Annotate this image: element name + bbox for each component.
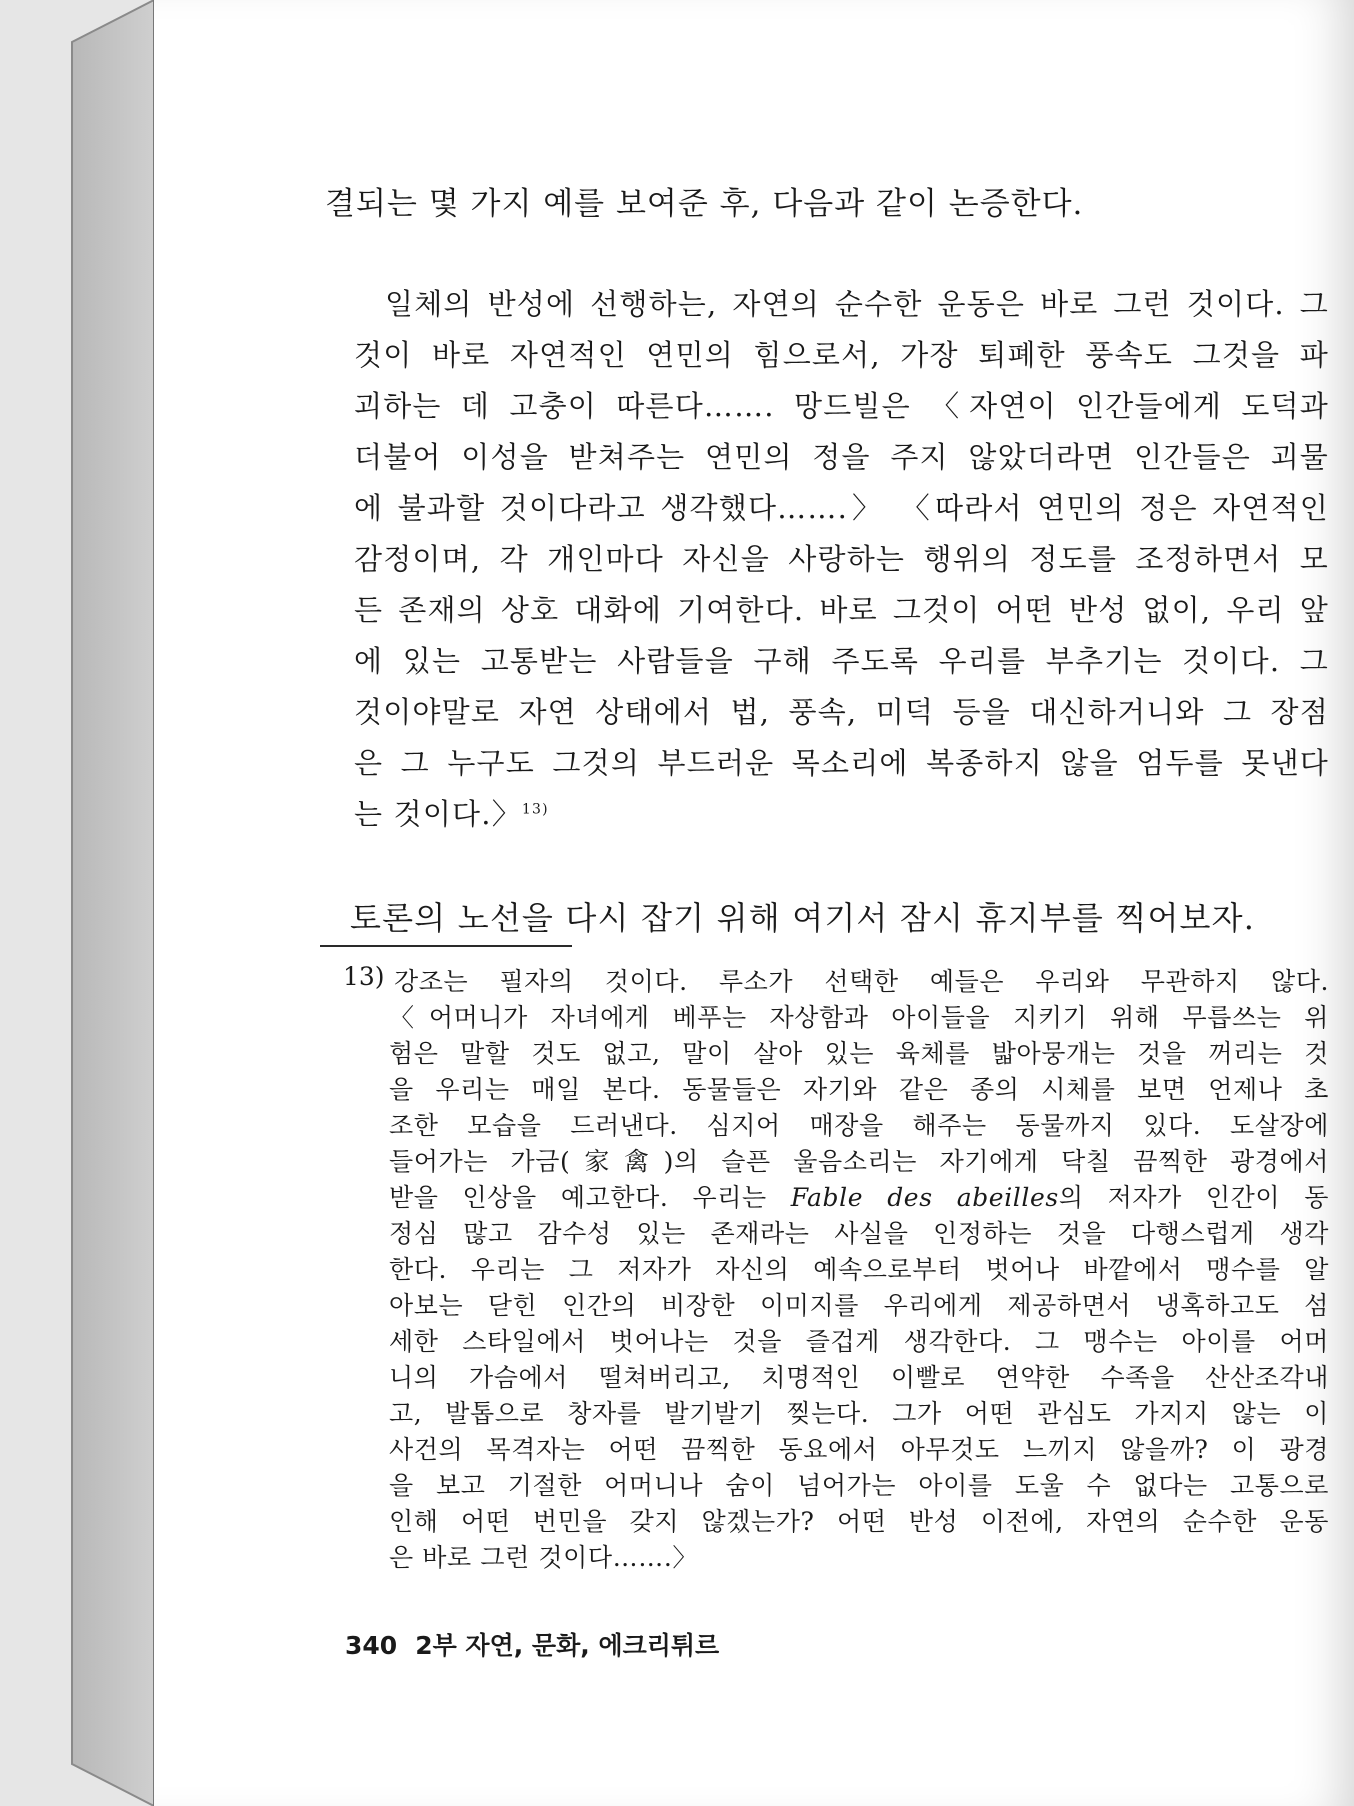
footnote-line: 을 보고 기절한 어머니나 숨이 넘어가는 아이를 도울 수 없다는 고통으로 xyxy=(389,1471,1329,1500)
quote-line: 에 있는 고통받는 사람들을 구해 주도록 우리를 부추기는 것이다. 그 xyxy=(354,644,1329,678)
footnote-line: 험은 말할 것도 없고, 말이 살아 있는 육체를 밟아뭉개는 것을 꺼리는 것 xyxy=(389,1039,1329,1068)
quote-line: 감정이며, 각 개인마다 자신을 사랑하는 행위의 정도를 조정하면서 모 xyxy=(354,542,1329,576)
quote-line: 일체의 반성에 선행하는, 자연의 순수한 운동은 바로 그런 것이다. 그 xyxy=(385,287,1329,321)
quote-line: 은 그 누구도 그것의 부드러운 목소리에 복종하지 않을 엄두를 못낸다 xyxy=(354,746,1329,780)
footnote-line xyxy=(389,1178,1329,1214)
intro-line: 결되는 몇 가지 예를 보여준 후, 다음과 같이 논증한다. xyxy=(325,186,1084,222)
footnote-line: 아보는 닫힌 인간의 비장한 이미지를 우리에게 제공하면서 냉혹하고도 섬 xyxy=(389,1291,1329,1320)
footnote-number: 13) xyxy=(343,962,385,991)
page-footer xyxy=(345,1626,719,1662)
footnote-line: 세한 스타일에서 벗어나는 것을 즐겁게 생각한다. 그 맹수는 아이를 어머 xyxy=(389,1327,1329,1356)
book-page xyxy=(154,0,1354,1806)
footnote-line: 고, 발톱으로 창자를 발기발기 찢는다. 그가 어떤 관심도 가지지 않는 이 xyxy=(389,1399,1329,1428)
footnote-line: 은 바로 그런 것이다…….〉 xyxy=(389,1543,698,1572)
footnote-line: 한다. 우리는 그 저자가 자신의 예속으로부터 벗어나 바깥에서 맹수를 알 xyxy=(389,1255,1329,1284)
quote-line: 괴하는 데 고충이 따른다……. 망드빌은 〈자연이 인간들에게 도덕과 xyxy=(354,389,1329,423)
quote-line: 더불어 이성을 받쳐주는 연민의 정을 주지 않았더라면 인간들은 괴물 xyxy=(354,440,1329,474)
footnote-line: 〈어머니가 자녀에게 베푸는 자상함과 아이들을 지키기 위해 무릅쓰는 위 xyxy=(389,1003,1329,1032)
footnote-line: 강조는 필자의 것이다. 루소가 선택한 예들은 우리와 무관하지 않다. xyxy=(394,967,1329,996)
footnote-reference: 13) xyxy=(521,801,549,818)
quote-line: 든 존재의 상호 대화에 기여한다. 바로 그것이 어떤 반성 없이, 우리 앞 xyxy=(354,593,1329,627)
footnote-line: 들어가는 가금(家禽)의 슬픈 울음소리는 자기에게 닥칠 끔찍한 광경에서 xyxy=(389,1147,1329,1176)
footnote-line: 사건의 목격자는 어떤 끔찍한 동요에서 아무것도 느끼지 않을까? 이 광경 xyxy=(389,1435,1329,1464)
footnote-line: 니의 가슴에서 떨쳐버리고, 치명적인 이빨로 연약한 수족을 산산조각내 xyxy=(389,1363,1329,1392)
footnote-text: 의 저자가 인간이 동 xyxy=(1058,1183,1329,1212)
quote-line: 것이 바로 자연적인 연민의 힘으로서, 가장 퇴폐한 풍속도 그것을 파 xyxy=(354,338,1329,372)
quote-line: 것이야말로 자연 상태에서 법, 풍속, 미덕 등을 대신하거니와 그 장점 xyxy=(354,695,1329,729)
footnote-line: 정심 많고 감수성 있는 존재라는 사실을 인정하는 것을 다행스럽게 생각 xyxy=(389,1219,1329,1248)
footnote-rule xyxy=(320,945,572,947)
quote-line xyxy=(354,792,549,833)
footnote-line: 인해 어떤 번민을 갖지 않겠는가? 어떤 반성 이전에, 자연의 순수한 운동 xyxy=(389,1507,1329,1536)
running-head: 2부 자연, 문화, 에크리튀르 xyxy=(415,1631,720,1660)
page-number: 340 xyxy=(345,1631,398,1660)
footnote-line: 을 우리는 매일 본다. 동물들은 자기와 같은 종의 시체를 보면 언제나 초 xyxy=(389,1075,1329,1104)
book-title: Fable des abeilles xyxy=(790,1183,1059,1212)
quote-line: 에 불과할 것이다라고 생각했다…….〉 〈따라서 연민의 정은 자연적인 xyxy=(354,491,1329,525)
transition-line: 토론의 노선을 다시 잡기 위해 여기서 잠시 휴지부를 찍어보자. xyxy=(350,899,1256,937)
quote-last-text: 는 것이다.〉 xyxy=(354,797,522,831)
footnote-text: 받을 인상을 예고한다. 우리는 xyxy=(389,1183,791,1212)
footnote-line: 조한 모습을 드러낸다. 심지어 매장을 해주는 동물까지 있다. 도살장에 xyxy=(389,1111,1329,1140)
